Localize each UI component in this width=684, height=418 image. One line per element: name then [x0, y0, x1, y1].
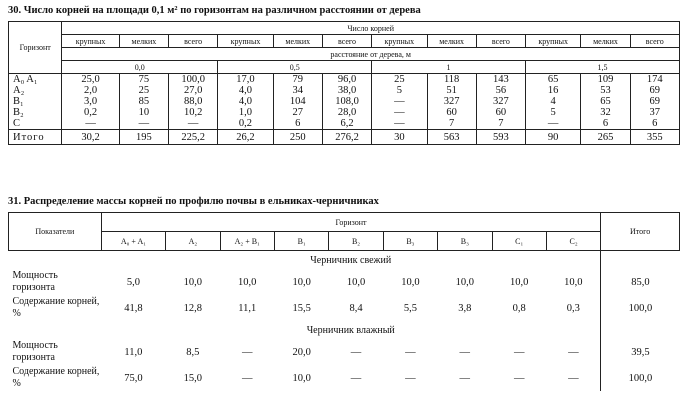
table-cell: 2,0: [62, 85, 119, 96]
table-cell: 60: [427, 107, 476, 118]
table-cell: 37: [630, 107, 679, 118]
table-cell: 7: [427, 118, 476, 130]
subcol-header: крупных: [218, 35, 273, 48]
table-cell: 69: [630, 85, 679, 96]
table-cell: —: [62, 118, 119, 130]
subcol-header: всего: [322, 35, 371, 48]
table-row: [9, 339, 680, 365]
distance-value: 1,5: [525, 61, 679, 74]
table-row: [9, 118, 680, 130]
total-cell: 355: [630, 130, 679, 145]
table-cell: —: [405, 372, 416, 384]
table-cell: —: [459, 372, 471, 384]
row-label: A₂: [9, 85, 62, 96]
table-cell: 6: [581, 118, 630, 130]
table-cell: 0,2: [218, 118, 273, 130]
table-cell: 27: [273, 107, 322, 118]
table-cell: 10,0: [238, 276, 257, 288]
table-cell: 69: [630, 96, 679, 107]
table-cell: 34: [273, 85, 322, 96]
table-cell: 53: [581, 85, 630, 96]
table-cell: —: [372, 96, 427, 107]
table-cell: 327: [427, 96, 476, 107]
row-label: B₂: [9, 107, 62, 118]
table-cell: 15,5: [292, 302, 311, 314]
subcol-header: всего: [169, 35, 218, 48]
table-cell: 17,0: [218, 74, 273, 86]
table-cell: 10,0: [564, 276, 583, 288]
row-label: C: [9, 118, 62, 130]
table-cell: —: [169, 118, 218, 130]
table-cell: 25: [119, 85, 168, 96]
row-total: 39,5: [601, 339, 680, 365]
row-total: 85,0: [601, 269, 680, 295]
subcol-header: крупных: [62, 35, 119, 48]
table-cell: 56: [476, 85, 525, 96]
table-cell: 16: [525, 85, 580, 96]
table-cell: 10,0: [292, 276, 311, 288]
horizon-col-header: B₃: [383, 232, 437, 251]
roots-count-table: [8, 21, 680, 145]
distance-header: расстояние от дерева, м: [62, 48, 680, 61]
row-label: Мощность горизонта: [12, 270, 58, 293]
table-cell: 1,0: [218, 107, 273, 118]
table-cell: 79: [273, 74, 322, 86]
table-row: [9, 295, 680, 321]
table-cell: 28,0: [322, 107, 371, 118]
table-cell: 10,0: [346, 276, 366, 288]
row-label: A₀ A₁: [9, 74, 62, 86]
table-cell: —: [119, 118, 168, 130]
table-cell: 104: [273, 96, 322, 107]
table-row: [9, 365, 680, 391]
table-cell: 88,0: [169, 96, 218, 107]
table-cell: 118: [427, 74, 476, 86]
section-spacer: [601, 251, 680, 270]
table-cell: 12,8: [183, 302, 203, 314]
table-cell: 65: [581, 96, 630, 107]
horizon-col-header: A₀ + A₁: [101, 232, 165, 251]
table2-title: 31. Распределение массы корней по профилю почвы в ельниках-черничниках: [8, 196, 379, 207]
distance-value: 0,5: [218, 61, 372, 74]
total-cell: 563: [427, 130, 476, 145]
table-cell: —: [241, 346, 253, 358]
table-cell: —: [459, 346, 471, 358]
row-label: Мощность горизонта: [12, 340, 58, 363]
table-cell: 100,0: [169, 74, 218, 86]
subcol-header: мелких: [427, 35, 476, 48]
total-cell: 265: [581, 130, 630, 145]
indicator-header: Показатели: [9, 213, 102, 251]
table-cell: 4,0: [218, 85, 273, 96]
table-cell: 10: [119, 107, 168, 118]
subcol-header: мелких: [273, 35, 322, 48]
table-cell: 4,0: [218, 96, 273, 107]
table-cell: 75: [119, 74, 168, 86]
table-cell: 96,0: [322, 74, 371, 86]
table-cell: 8,5: [186, 346, 200, 358]
table1-title: 30. Число корней на площади 0,1 м² по горизонтам на различном расстоянии от дерева: [8, 5, 421, 16]
horizon-col-header: C₂: [546, 232, 600, 251]
total-cell: 30: [372, 130, 427, 145]
section-title: Черничник свежий: [310, 254, 392, 266]
roots-mass-table: [8, 212, 680, 391]
total-row: [9, 130, 680, 145]
table-cell: 5,5: [403, 302, 417, 314]
table-cell: 174: [630, 74, 679, 86]
table-cell: 0,2: [62, 107, 119, 118]
table-cell: 6: [273, 118, 322, 130]
table-cell: 8,4: [349, 302, 363, 314]
total-cell: 195: [119, 130, 168, 145]
table-cell: 20,0: [292, 346, 311, 358]
roots-count-header: Число корней: [62, 22, 680, 35]
table-row: [9, 107, 680, 118]
total-cell: 225,2: [169, 130, 218, 145]
table-cell: 11,0: [124, 346, 143, 358]
table-cell: 25,0: [62, 74, 119, 86]
table-cell: 143: [476, 74, 525, 86]
table-cell: —: [568, 346, 579, 358]
table-cell: 11,1: [238, 302, 257, 314]
table-cell: —: [525, 118, 580, 130]
table-cell: 10,0: [455, 276, 474, 288]
section-spacer: [9, 251, 102, 270]
table-cell: 327: [476, 96, 525, 107]
section-title: Черничник влажный: [306, 324, 395, 336]
table-cell: 6,2: [322, 118, 371, 130]
total-cell: 30,2: [62, 130, 119, 145]
total-label: Итого: [9, 130, 62, 145]
table-cell: 10,0: [292, 372, 311, 384]
table-cell: —: [372, 118, 427, 130]
table-cell: —: [372, 107, 427, 118]
table-cell: 7: [476, 118, 525, 130]
distance-value: 1: [372, 61, 526, 74]
table-cell: 10,0: [183, 276, 203, 288]
horizon-col-header: A₂: [166, 232, 220, 251]
table-cell: —: [350, 372, 362, 384]
subcol-header: крупных: [525, 35, 580, 48]
horizon-header-2: Горизонт: [101, 213, 601, 232]
section-spacer: [601, 321, 680, 339]
table-row: [9, 269, 680, 295]
table-cell: 109: [581, 74, 630, 86]
table-cell: —: [350, 346, 362, 358]
row-label: Содержание корней, %: [12, 296, 100, 319]
table-row: [9, 96, 680, 107]
total-cell: 26,2: [218, 130, 273, 145]
subcol-header: всего: [630, 35, 679, 48]
table-cell: 10,0: [510, 276, 529, 288]
row-label: Содержание корней, %: [12, 366, 100, 389]
table-cell: 25: [372, 74, 427, 86]
table-cell: 27,0: [169, 85, 218, 96]
table-cell: 15,0: [183, 372, 203, 384]
table-cell: 5,0: [126, 276, 140, 288]
table-cell: 3,8: [458, 302, 472, 314]
horizon-col-header: B₃: [438, 232, 492, 251]
table-cell: —: [513, 346, 525, 358]
table-cell: 51: [427, 85, 476, 96]
horizon-col-header: B₁: [274, 232, 328, 251]
table-cell: 6: [630, 118, 679, 130]
table-row: [9, 74, 680, 86]
subcol-header: крупных: [372, 35, 427, 48]
horizon-col-header: C₁: [492, 232, 546, 251]
total-cell: 250: [273, 130, 322, 145]
table-cell: 60: [476, 107, 525, 118]
horizon-col-header: A₂ + B₁: [220, 232, 274, 251]
table-cell: —: [241, 372, 253, 384]
table-row: [9, 85, 680, 96]
horizon-col-header: B₂: [329, 232, 383, 251]
table-cell: 0,3: [566, 302, 580, 314]
row-total: 100,0: [601, 365, 680, 391]
subcol-header: мелких: [119, 35, 168, 48]
table-cell: 5: [525, 107, 580, 118]
table-cell: —: [568, 372, 579, 384]
section-spacer: [9, 321, 102, 339]
table-cell: 108,0: [322, 96, 371, 107]
total-cell: 276,2: [322, 130, 371, 145]
table-cell: —: [405, 346, 416, 358]
table-cell: 5: [372, 85, 427, 96]
table-cell: 38,0: [322, 85, 371, 96]
total-cell: 593: [476, 130, 525, 145]
table-cell: 32: [581, 107, 630, 118]
table-cell: 41,8: [124, 302, 143, 314]
subcol-header: мелких: [581, 35, 630, 48]
section-row: [9, 251, 680, 270]
table-cell: 85: [119, 96, 168, 107]
total-cell: 90: [525, 130, 580, 145]
distance-value: 0,0: [62, 61, 218, 74]
table-cell: 65: [525, 74, 580, 86]
row-label: B₁: [9, 96, 62, 107]
row-total: 100,0: [601, 295, 680, 321]
table-cell: 10,0: [401, 276, 420, 288]
table-cell: 3,0: [62, 96, 119, 107]
section-row: [9, 321, 680, 339]
table-cell: 0,8: [512, 302, 526, 314]
subcol-header: всего: [476, 35, 525, 48]
table-cell: 10,2: [169, 107, 218, 118]
horizon-header: Горизонт: [9, 22, 62, 74]
total-header: Итого: [601, 213, 680, 251]
table-cell: —: [513, 372, 525, 384]
table-cell: 4: [525, 96, 580, 107]
table-cell: 75,0: [124, 372, 143, 384]
